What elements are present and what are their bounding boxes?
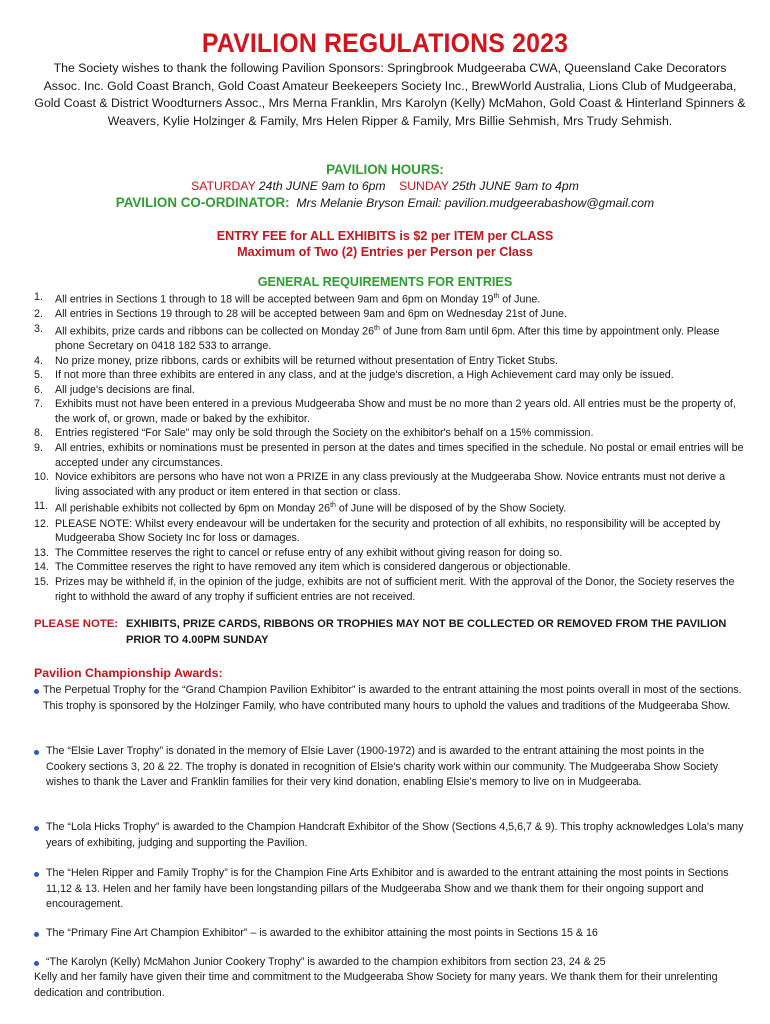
requirement-text: PLEASE NOTE: Whilst every endeavour will be undertaken for the security and protection of all exhibits, no responsibility will be accepted by Mudgeeraba Show Society Inc for loss or damages.	[55, 517, 721, 545]
award-item	[34, 820, 746, 851]
requirement-item	[34, 368, 746, 383]
ordinal-suffix: th	[330, 502, 336, 510]
requirement-item	[34, 575, 746, 604]
award-text: “The Karolyn (Kelly) McMahon Junior Cookery Trophy” is awarded to the champion exhibitors from section 23, 24 & 25	[46, 956, 606, 968]
requirement-text: All perishable exhibits not collected by 6pm on Monday 26	[55, 503, 331, 515]
requirement-text: All judge's decisions are final.	[55, 383, 195, 396]
requirement-number: 14.	[34, 561, 49, 574]
requirement-item	[34, 560, 746, 575]
requirement-text: Novice exhibitors are persons who have not won a PRIZE in any class previously at the Mudgeeraba Show. Novice entrants must not derive a living associated with any product or item entered in that section or class.	[55, 471, 726, 498]
requirement-text: All entries in Sections 19 through to 28 will be accepted between 9am and 6pm on Wednesday 21st of June.	[55, 308, 567, 321]
requirement-number: 13.	[34, 546, 49, 559]
award-text: The Perpetual Trophy for the “Grand Champion Pavilion Exhibitor” is awarded to the entrant attaining the most points overall in most of the sections. This trophy is sponsored by the Holzinger Family, who have contributed many hours to uphold the values and traditions of the Mudgeeraba Show.	[43, 684, 742, 712]
requirement-text: If not more than three exhibits are entered in any class, and at the judge's discretion, a High Achievement card may only be issued.	[55, 369, 674, 382]
requirement-number: 2.	[34, 308, 43, 321]
award-text: The “Helen Ripper and Family Trophy” is for the Champion Fine Arts Exhibitor and is awarded to the entrant attaining the most points in Sections 11,12 & 13. Helen and her family have been longstanding pillars of the Mudgeeraba Show and we thank them for their ongoing support and encouragement.	[46, 867, 729, 911]
requirement-number: 5.	[34, 369, 43, 382]
bullet-icon	[34, 872, 39, 877]
coordinator-value: Mrs Melanie Bryson Email: pavilion.mudgeerabashow@gmail.com	[296, 196, 655, 210]
award-text: The “Elsie Laver Trophy” is donated in the memory of Elsie Laver (1900-1972) and is awarded to the entrant attaining the most points in the Cookery sections 3, 20 & 22. The trophy is donated in recognition of Elsie's charity work within our community. The Mudgeeraba Show Society wishes to thank the Laver and Franklin families for their very kind donation, enabling Elsie's memory to live on in Mudgeeraba.	[46, 745, 719, 789]
requirement-number: 6.	[34, 383, 43, 396]
requirement-item	[34, 470, 746, 499]
bullet-icon	[34, 689, 39, 694]
awards-heading: Pavilion Championship Awards:	[34, 666, 223, 680]
requirement-item	[34, 290, 746, 307]
max-entries-line: Maximum of Two (2) Entries per Person per Class	[237, 245, 533, 259]
requirement-item	[34, 517, 746, 546]
requirement-text: All entries, exhibits or nominations must be presented in person at the dates and times specified in the schedule. No postal or email entries will be accepted under any circumstances.	[55, 442, 744, 469]
requirement-number: 11.	[34, 500, 49, 513]
requirement-item	[34, 354, 746, 369]
bullet-icon	[34, 961, 39, 966]
requirement-text-cont: of June.	[499, 293, 541, 306]
sunday-label: SUNDAY	[399, 179, 449, 193]
requirement-item	[34, 441, 746, 470]
requirement-number: 1.	[34, 291, 43, 303]
requirement-text: All entries in Sections 1 through to 18 will be accepted between 9am and 6pm on Monday 19	[55, 293, 494, 306]
requirement-item	[34, 322, 746, 354]
saturday-label: SATURDAY	[191, 179, 256, 193]
requirement-text: The Committee reserves the right to have removed any item which is considered dangerous or objectionable.	[55, 561, 571, 574]
entry-fee-line: ENTRY FEE for ALL EXHIBITS is $2 per ITEM per CLASS	[216, 229, 554, 243]
award-item	[34, 744, 746, 791]
please-note-label: PLEASE NOTE:	[34, 618, 119, 630]
requirement-text: All exhibits, prize cards and ribbons can be collected on Monday 26	[55, 325, 375, 338]
hours-heading: PAVILION HOURS:	[326, 162, 444, 177]
requirement-number: 4.	[34, 354, 43, 367]
please-note-block	[34, 617, 746, 648]
award-item	[34, 926, 746, 942]
ordinal-suffix: th	[493, 293, 500, 300]
award-text: The “Primary Fine Art Champion Exhibitor” – is awarded to the exhibitor attaining the most points in Sections 15 & 16	[46, 927, 598, 939]
requirement-number: 9.	[34, 442, 43, 455]
bullet-icon	[34, 932, 39, 937]
requirement-text: No prize money, prize ribbons, cards or exhibits will be returned without presentation of Entry Ticket Stubs.	[55, 354, 558, 367]
requirement-number: 7.	[34, 398, 43, 411]
page-title: PAVILION REGULATIONS 2023	[201, 28, 569, 58]
award-text: The “Lola Hicks Trophy” is awarded to the Champion Handcraft Exhibitor of the Show (Sections 4,5,6,7 & 9). This trophy acknowledges Lola's many years of exhibiting, judging and supporting the Pavilion.	[46, 821, 744, 849]
ordinal-suffix: th	[374, 324, 380, 332]
sunday-time: 25th JUNE 9am to 4pm	[452, 179, 579, 193]
please-note-text: EXHIBITS, PRIZE CARDS, RIBBONS OR TROPHIES MAY NOT BE COLLECTED OR REMOVED FROM THE PAVILION PRIOR TO 4.00PM SUNDAY	[126, 618, 727, 646]
requirement-item	[34, 397, 746, 426]
requirement-number: 3.	[34, 322, 43, 335]
requirement-text: Entries registered “For Sale” may only be sold through the Society on the exhibitor's behalf on a 15% commission.	[55, 427, 594, 440]
hours-line	[0, 179, 770, 193]
requirement-number: 8.	[34, 427, 43, 440]
entry-fee-block	[0, 228, 770, 260]
bullet-icon	[34, 750, 39, 755]
requirement-number: 10.	[34, 471, 49, 484]
closing-paragraph: Kelly and her family have given their time and commitment to the Mudgeeraba Show Society for many years. We thank them for their unrelenting dedication and contribution.	[34, 971, 718, 999]
requirement-item	[34, 426, 746, 441]
saturday-time: 24th JUNE 9am to 6pm	[258, 179, 386, 193]
coordinator-line	[0, 195, 770, 210]
requirement-text: Prizes may be withheld if, in the opinion of the judge, exhibits are not of sufficient merit. With the approval of the Donor, the Society reserves the right to withhold the award of any trophy if sufficient entries are not received.	[55, 575, 735, 603]
requirement-item	[34, 546, 746, 561]
requirement-text: Exhibits must not have been entered in a previous Mudgeeraba Show and must be no more than 2 years old. All entries must be the property of, the work of, or grown, made or baked by the exhibitor.	[55, 398, 736, 425]
coordinator-label: PAVILION CO-ORDINATOR:	[115, 195, 290, 210]
requirement-text: The Committee reserves the right to cancel or refuse entry of any exhibit without giving reason for doing so.	[55, 546, 563, 559]
bullet-icon	[34, 826, 39, 831]
requirements-list	[34, 290, 746, 604]
general-requirements-heading: GENERAL REQUIREMENTS FOR ENTRIES	[257, 275, 513, 289]
award-item	[34, 866, 746, 913]
requirement-number: 15.	[34, 575, 49, 588]
sponsors-paragraph: The Society wishes to thank the following Pavilion Sponsors: Springbrook Mudgeeraba CWA, Queensland Cake Decorators Assoc. Inc. Gold Coast Branch, Gold Coast Amateur Beekeepers Society Inc., BrewWorld Australia, Lions Club of Mudgeeraba, Gold Coast & District Woodturners Assoc., Mrs Merna Franklin, Mrs Karolyn (Kelly) McMahon, Gold Coast & Hinterland Spinners & Weavers, Kylie Holzinger & Family, Mrs Helen Ripper & Family, Mrs Billie Sehmish, Mrs Trudy Sehmish.	[34, 61, 746, 128]
requirement-item	[34, 307, 746, 322]
requirement-number: 12.	[34, 517, 49, 530]
award-item	[34, 683, 746, 714]
award-item	[34, 955, 746, 971]
requirement-text-cont: of June from 8am until 6pm. After this time by appointment only. Please phone Secretary on 0418 182 533 to arrange.	[55, 325, 720, 352]
requirement-text-cont: of June will be disposed of by the Show Society.	[335, 503, 567, 515]
requirement-item	[34, 499, 746, 516]
requirement-item	[34, 383, 746, 398]
